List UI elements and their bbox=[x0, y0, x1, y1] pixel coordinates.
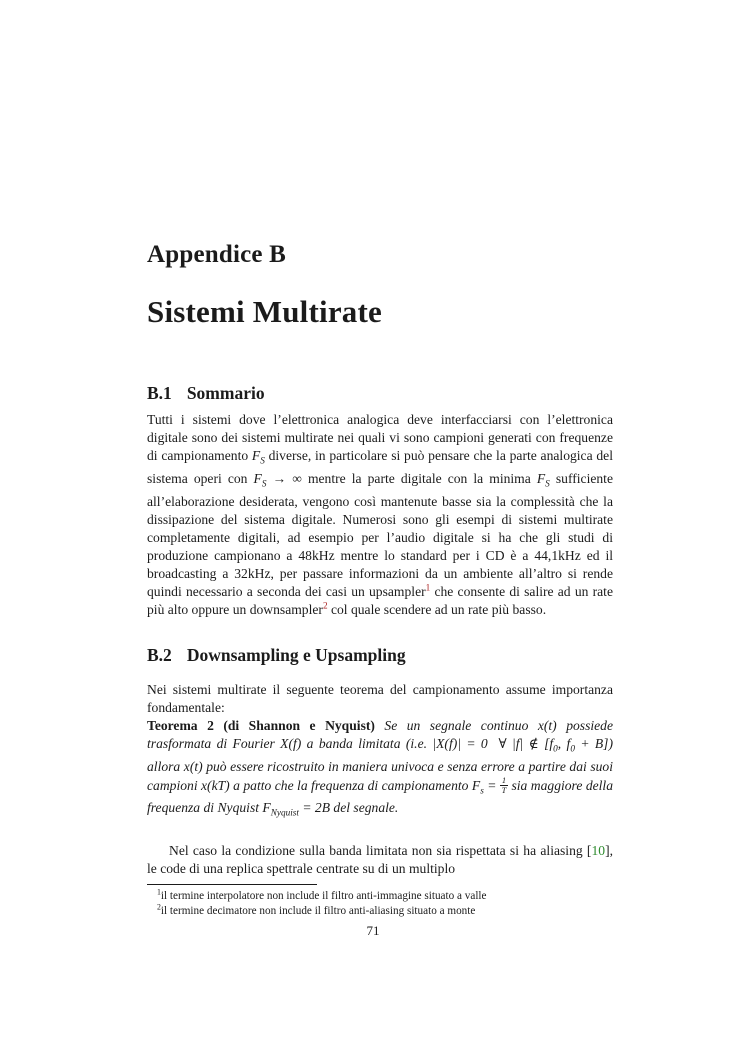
text-run: ], le code di una replica spettrale centrate su di un multiplo bbox=[147, 843, 613, 877]
text-run: = 2B del segnale. bbox=[298, 800, 399, 816]
math-subscript: S bbox=[261, 478, 267, 489]
math-subscript: S bbox=[260, 455, 265, 466]
footnotes-area bbox=[147, 889, 613, 919]
footnote-text: il termine decimatore non include il filtro anti-aliasing situato a monte bbox=[160, 905, 476, 917]
text-run: + B]) allora x(t) può essere ricostruito in maniera univoca e senza errore a partire dai suoi campioni x(kT) a patto che la frequenza di campionamento F bbox=[147, 736, 613, 793]
section-number: B.2 bbox=[147, 645, 172, 665]
theorem-head: Teorema 2 (di Shannon e Nyquist) bbox=[147, 718, 375, 733]
math-symbol: F bbox=[251, 448, 261, 464]
math-sampling-frequency bbox=[253, 471, 267, 489]
section-title: Downsampling e Upsampling bbox=[186, 645, 406, 665]
section-heading-sommario bbox=[147, 383, 265, 404]
footnote-rule bbox=[147, 884, 317, 885]
theorem-block bbox=[147, 717, 613, 822]
text-run: diverse, in particolare si può pensare che la parte analogica del sistema operi con bbox=[147, 448, 613, 486]
chapter-label: Appendice B bbox=[147, 241, 287, 268]
page-number: 71 bbox=[366, 923, 380, 938]
text-run: Se un segnale continuo x(t) possiede trasformata di Fourier X(f) a banda limitata (i.e. |X(f)| = 0 ∀ |f| ∉ [f bbox=[147, 718, 614, 752]
math-subscript: s bbox=[480, 785, 484, 796]
paragraph-intro-teorema: Nei sistemi multirate il seguente teorema del campionamento assume importanza fondamentale: bbox=[147, 682, 613, 716]
section-title: Sommario bbox=[186, 383, 265, 403]
math-subscript: 0 bbox=[570, 743, 575, 754]
paragraph-sommario bbox=[147, 411, 613, 619]
text-run: Nel caso la condizione sulla banda limitata non sia rispettata si ha aliasing [ bbox=[169, 843, 592, 858]
footnote-link-1[interactable]: 1 bbox=[425, 582, 431, 593]
math-subscript: 0 bbox=[553, 743, 558, 754]
fraction-numerator: 1 bbox=[501, 775, 507, 785]
text-run: = bbox=[483, 777, 500, 793]
footnote-marker: 2 bbox=[157, 902, 161, 912]
text-run: Tutti i sistemi dove l’elettronica analogica deve interfacciarsi con l’elettronica digitale sono dei sistemi multirate nei quali vi sono campioni generati con frequenze di campionamento bbox=[147, 412, 613, 464]
fraction-denominator: T bbox=[501, 785, 507, 796]
section-heading-downsampling bbox=[147, 645, 406, 666]
math-subscript: S bbox=[545, 478, 550, 489]
math-symbol: F bbox=[253, 471, 262, 486]
math-sampling-frequency bbox=[536, 471, 550, 489]
footnote-2 bbox=[147, 904, 613, 919]
footnote-link-2[interactable]: 2 bbox=[322, 600, 328, 611]
text-run: che consente di salire ad un rate più alto oppure un downsampler bbox=[147, 584, 613, 618]
text-run: sia maggiore della frequenza di Nyquist F bbox=[147, 777, 613, 816]
text-run: col quale scendere ad un rate più basso. bbox=[327, 602, 547, 618]
text-run: → ∞ mentre la parte digitale con la minima bbox=[266, 471, 537, 486]
footnote-1 bbox=[147, 889, 613, 904]
math-symbol: F bbox=[536, 471, 546, 486]
math-subscript: Nyquist bbox=[270, 808, 299, 819]
citation-link-10[interactable]: 10 bbox=[591, 843, 606, 858]
footnote-text: il termine interpolatore non include il filtro anti-immagine situato a valle bbox=[160, 890, 487, 902]
math-sampling-frequency bbox=[251, 448, 265, 466]
text-run: sufficiente all’elaborazione desiderata, vengono così mantenute basse sia la complessità che la dissipazione del sistema digitale. Numerosi sono gli esempi di sistemi multirate completamente digitali, ad esempio per l’audio digitale si ha che gli studi di produzione campionano a 48kHz mentre lo standard per i CD è a 44,1kHz ed il broadcasting a 32kHz, per passare informazioni da un ambiente all’altro si rende quindi necessario a seconda dei casi un upsampler bbox=[147, 471, 613, 600]
section-number: B.1 bbox=[147, 383, 172, 403]
paragraph-aliasing bbox=[147, 842, 613, 878]
math-fraction bbox=[500, 776, 508, 796]
chapter-title: Sistemi Multirate bbox=[147, 294, 382, 329]
text-run: , f bbox=[557, 736, 571, 752]
footnote-marker: 1 bbox=[157, 887, 161, 897]
